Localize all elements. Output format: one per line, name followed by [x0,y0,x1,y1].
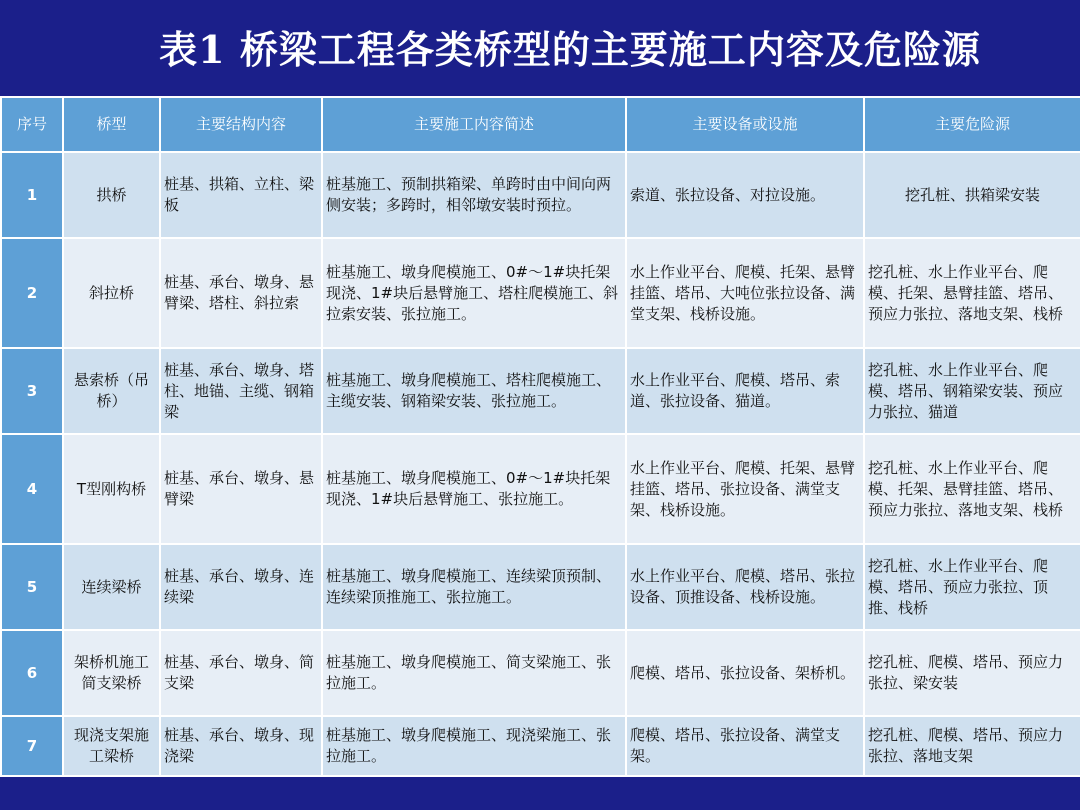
bridge-type: 拱桥 [63,152,160,238]
title-bar [0,0,1080,93]
construction-cell: 桩基施工、墩身爬模施工、0#～1#块托架现浇、1#块后悬臂施工、塔柱爬模施工、斜拉索安装、张拉施工。 [322,238,626,348]
bottom-bar [0,781,1080,810]
header-structure: 主要结构内容 [160,97,322,152]
header-hazard: 主要危险源 [864,97,1080,152]
hazard-cell: 挖孔桩、水上作业平台、爬模、塔吊、预应力张拉、顶推、栈桥 [864,544,1080,630]
hazard-cell: 挖孔桩、水上作业平台、爬模、托架、悬臂挂篮、塔吊、预应力张拉、落地支架、栈桥 [864,238,1080,348]
bridge-type: 连续梁桥 [63,544,160,630]
structure-cell: 桩基、承台、墩身、连续梁 [160,544,322,630]
equipment-cell: 水上作业平台、爬模、塔吊、张拉设备、顶推设备、栈桥设施。 [626,544,864,630]
bridge-type: T型刚构桥 [63,434,160,544]
equipment-cell: 水上作业平台、爬模、塔吊、索道、张拉设备、猫道。 [626,348,864,434]
construction-cell: 桩基施工、墩身爬模施工、连续梁顶预制、连续梁顶推施工、张拉施工。 [322,544,626,630]
table-row [1,544,1080,630]
equipment-cell: 爬模、塔吊、张拉设备、满堂支架。 [626,716,864,776]
row-number: 1 [1,152,63,238]
structure-cell: 桩基、承台、墩身、悬臂梁 [160,434,322,544]
row-number: 2 [1,238,63,348]
hazard-cell: 挖孔桩、水上作业平台、爬模、托架、悬臂挂篮、塔吊、预应力张拉、落地支架、栈桥 [864,434,1080,544]
bridge-type: 现浇支架施工梁桥 [63,716,160,776]
structure-cell: 桩基、拱箱、立柱、梁板 [160,152,322,238]
table-row [1,630,1080,716]
row-number: 4 [1,434,63,544]
equipment-cell: 水上作业平台、爬模、托架、悬臂挂篮、塔吊、张拉设备、满堂支架、栈桥设施。 [626,434,864,544]
hazard-cell: 挖孔桩、爬模、塔吊、预应力张拉、梁安装 [864,630,1080,716]
table-row [1,152,1080,238]
bridge-type: 斜拉桥 [63,238,160,348]
table-row [1,348,1080,434]
structure-cell: 桩基、承台、墩身、塔柱、地锚、主缆、钢箱梁 [160,348,322,434]
page-title: 表1 桥梁工程各类桥型的主要施工内容及危险源 [159,27,981,72]
construction-cell: 桩基施工、墩身爬模施工、塔柱爬模施工、主缆安装、钢箱梁安装、张拉施工。 [322,348,626,434]
row-number: 3 [1,348,63,434]
equipment-cell: 水上作业平台、爬模、托架、悬臂挂篮、塔吊、大吨位张拉设备、满堂支架、栈桥设施。 [626,238,864,348]
table-row [1,238,1080,348]
bridge-hazard-table [0,96,1080,777]
construction-cell: 桩基施工、墩身爬模施工、简支梁施工、张拉施工。 [322,630,626,716]
row-number: 5 [1,544,63,630]
equipment-cell: 爬模、塔吊、张拉设备、架桥机。 [626,630,864,716]
header-type: 桥型 [63,97,160,152]
header-construction: 主要施工内容简述 [322,97,626,152]
equipment-cell: 索道、张拉设备、对拉设施。 [626,152,864,238]
structure-cell: 桩基、承台、墩身、悬臂梁、塔柱、斜拉索 [160,238,322,348]
hazard-cell: 挖孔桩、拱箱梁安装 [864,152,1080,238]
hazard-cell: 挖孔桩、爬模、塔吊、预应力张拉、落地支架 [864,716,1080,776]
table-row [1,716,1080,776]
structure-cell: 桩基、承台、墩身、现浇梁 [160,716,322,776]
hazard-cell: 挖孔桩、水上作业平台、爬模、塔吊、钢箱梁安装、预应力张拉、猫道 [864,348,1080,434]
structure-cell: 桩基、承台、墩身、简支梁 [160,630,322,716]
construction-cell: 桩基施工、墩身爬模施工、现浇梁施工、张拉施工。 [322,716,626,776]
construction-cell: 桩基施工、预制拱箱梁、单跨时由中间向两侧安装；多跨时，相邻墩安装时预拉。 [322,152,626,238]
header-equipment: 主要设备或设施 [626,97,864,152]
bridge-type: 悬索桥（吊桥） [63,348,160,434]
row-number: 6 [1,630,63,716]
table-row [1,434,1080,544]
bridge-type: 架桥机施工简支梁桥 [63,630,160,716]
construction-cell: 桩基施工、墩身爬模施工、0#～1#块托架现浇、1#块后悬臂施工、张拉施工。 [322,434,626,544]
header-no: 序号 [1,97,63,152]
header-row [1,97,1080,152]
row-number: 7 [1,716,63,776]
